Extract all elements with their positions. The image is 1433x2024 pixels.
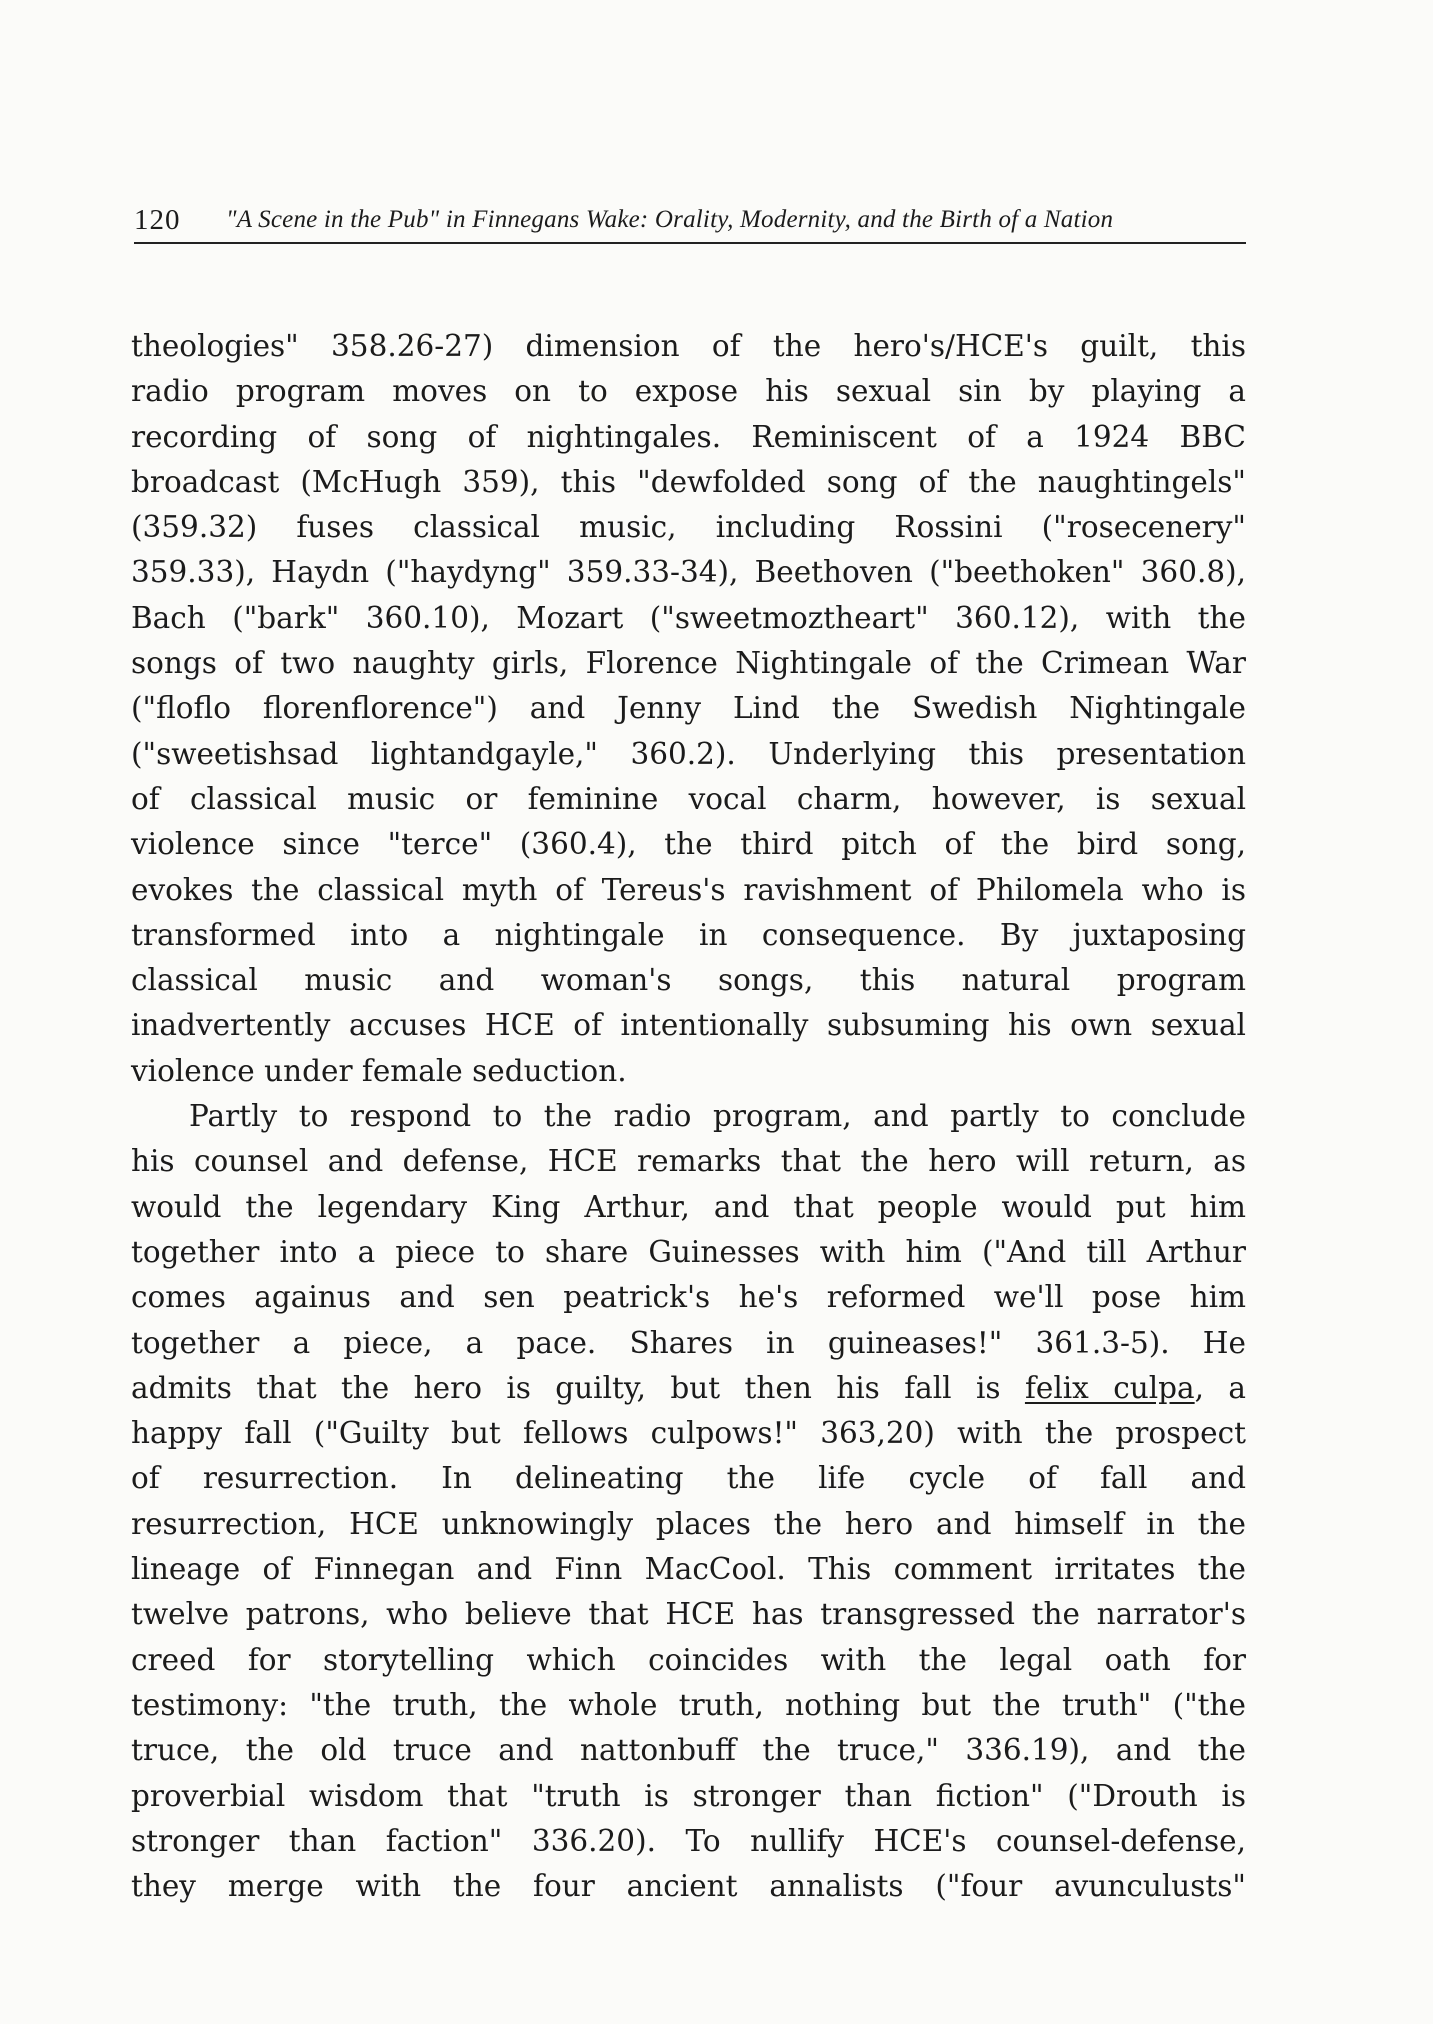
text-line: recording of song of nightingales. Reminiscent of a 1924 BBC [131,419,1246,454]
body-text [131,324,1246,1909]
paragraph-1 [131,324,1246,1094]
text-line: evokes the classical myth of Tereus's ravishment of Philomela who is [131,872,1246,907]
text-line: testimony: "the truth, the whole truth, nothing but the truth" ("the [131,1687,1246,1722]
text-line: songs of two naughty girls, Florence Nightingale of the Crimean War [131,646,1246,681]
text-line: his counsel and defense, HCE remarks that the hero will return, as [131,1144,1246,1179]
text-line: truce, the old truce and nattonbuff the truce," 336.19), and the [131,1733,1246,1768]
text-line: together a piece, a pace. Shares in guineases!" 361.3-5). He [131,1325,1246,1360]
text-line: comes againus and sen peatrick's he's reformed we'll pose him [131,1280,1246,1315]
text-segment: , a [1194,1370,1246,1405]
text-line: theologies" 358.26-27) dimension of the hero's/HCE's guilt, this [131,329,1246,363]
text-line: they merge with the four ancient annalists ("four avunculusts" [131,1869,1246,1904]
text-line: classical music and woman's songs, this natural program [131,963,1246,998]
text-line: radio program moves on to expose his sexual sin by playing a [131,374,1246,409]
text-line: creed for storytelling which coincides with the legal oath for [131,1642,1246,1677]
text-line: stronger than faction" 336.20). To nullify HCE's counsel-defense, [131,1823,1246,1858]
text-line-with-underline [131,1366,1246,1411]
text-line: (359.32) fuses classical music, including Rossini ("rosecenery" [131,510,1246,545]
text-line: together into a piece to share Guinesses with him ("And till Arthur [131,1234,1246,1269]
text-line: broadcast (McHugh 359), this "dewfolded song of the naughtingels" [131,464,1246,499]
page-number: 120 [134,204,181,236]
text-line: happy fall ("Guilty but fellows culpows!" 363,20) with the prospect [131,1416,1246,1451]
text-line: twelve patrons, who believe that HCE has transgressed the narrator's [131,1597,1246,1632]
text-line: of resurrection. In delineating the life cycle of fall and [131,1461,1246,1496]
underlined-phrase: felix culpa [1024,1370,1195,1405]
running-title: "A Scene in the Pub" in Finnegans Wake: Orality, Modernity, and the Birth of a Nation [226,206,1114,233]
running-head [134,200,1246,244]
text-line: proverbial wisdom that "truth is stronger than fiction" ("Drouth is [131,1778,1246,1813]
text-line: 359.33), Haydn ("haydyng" 359.33-34), Beethoven ("beethoken" 360.8), [131,555,1246,590]
text-line: ("sweetishsad lightandgayle," 360.2). Underlying this presentation [131,736,1246,771]
text-line: violence since "terce" (360.4), the third pitch of the bird song, [131,827,1246,862]
text-line: Bach ("bark" 360.10), Mozart ("sweetmoztheart" 360.12), with the [131,600,1246,635]
text-line: inadvertently accuses HCE of intentionally subsuming his own sexual [131,1008,1246,1043]
paragraph-2 [131,1094,1246,1909]
text-line: lineage of Finnegan and Finn MacCool. This comment irritates the [131,1552,1246,1587]
text-line: Partly to respond to the radio program, and partly to conclude [189,1099,1246,1134]
text-line: transformed into a nightingale in consequence. By juxtaposing [131,917,1246,952]
text-line: violence under female seduction. [131,1053,627,1088]
text-line: resurrection, HCE unknowingly places the hero and himself in the [131,1506,1246,1541]
text-line: would the legendary King Arthur, and that people would put him [131,1189,1246,1224]
text-segment: admits that the hero is guilty, but then his fall is [131,1370,1001,1405]
text-line: of classical music or feminine vocal charm, however, is sexual [131,781,1246,816]
text-line: ("floflo florenflorence") and Jenny Lind the Swedish Nightingale [131,691,1246,726]
